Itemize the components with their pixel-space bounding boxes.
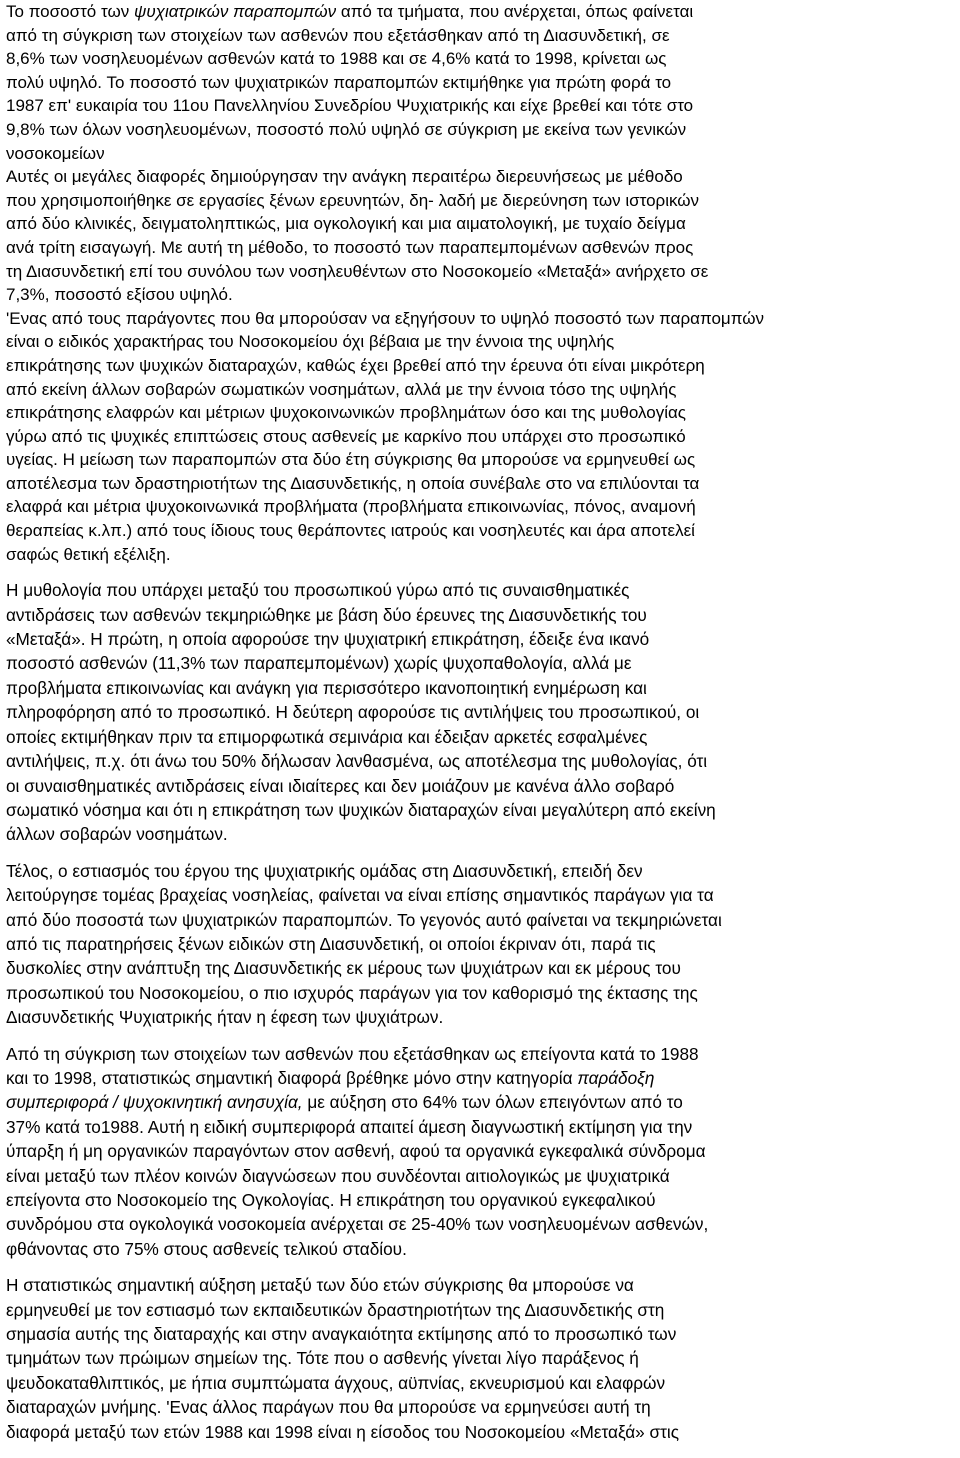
text-segment: φθάνοντας στο 75% στους ασθενείς τελικού σταδίου. bbox=[6, 1238, 407, 1259]
paragraph-referral-rates bbox=[6, 0, 954, 307]
text-segment: Διασυνδετικής Ψυχιατρικής ήταν η έφεση των ψυχιάτρων. bbox=[6, 1007, 444, 1028]
text-segment: προσωπικού του Νοσοκομείου, ο πιο ισχυρός παράγων για τον καθορισμό της έκτασης της bbox=[6, 982, 698, 1003]
text-line bbox=[6, 283, 954, 307]
text-line bbox=[6, 1066, 954, 1090]
text-line bbox=[6, 189, 954, 213]
text-segment: 8,6% των νοσηλευομένων ασθενών κατά το 1988 και σε 4,6% κατά το 1998, κρίνεται ως bbox=[6, 49, 667, 69]
text-segment: ψευδοκαταθλιπτικός, με ήπια συμπτώματα άγχους, αϋπνίας, εκνευρισμού και ελαφρών bbox=[6, 1372, 666, 1393]
text-line bbox=[6, 24, 954, 48]
text-line bbox=[6, 627, 954, 651]
text-line bbox=[6, 378, 954, 402]
text-segment: είναι ο ειδικός χαρακτήρας του Νοσοκομείου όχι βέβαια με την έννοια της υψηλής bbox=[6, 332, 615, 352]
text-line bbox=[6, 472, 954, 496]
paragraph-staff-mythology bbox=[6, 578, 954, 846]
text-line bbox=[6, 1005, 954, 1029]
text-line bbox=[6, 700, 954, 724]
paragraph-statistical-increase bbox=[6, 1273, 954, 1444]
text-segment: Το ποσοστό των bbox=[6, 2, 134, 21]
text-line bbox=[6, 1139, 954, 1163]
text-segment: λειτούργησε τομέας βραχείας νοσηλείας, φαίνεται να είναι επίσης σημαντικός παράγων για τα bbox=[6, 885, 714, 906]
text-segment: άλλων σοβαρών νοσημάτων. bbox=[6, 824, 228, 845]
text-segment: πληροφόρηση από το προσωπικό. Η δεύτερη αφορούσε τις αντιλήψεις του προσωπικού, οι bbox=[6, 702, 700, 723]
text-line bbox=[6, 725, 954, 749]
text-segment: τη Διασυνδετική επί του συνόλου των νοσηλευθέντων στο Νοσοκομείο «Μεταξά» ανήρχετο σε bbox=[6, 261, 709, 281]
text-segment: αντιλήψεις, π.χ. ότι άνω του 50% δήλωσαν λανθασμένα, ως αποτέλεσμα της μυθολογίας, ότι bbox=[6, 751, 708, 772]
text-segment: Η μυθολογία που υπάρχει μεταξύ του προσωπικού γύρω από τις συναισθηματικές bbox=[6, 580, 630, 601]
text-line bbox=[6, 165, 954, 189]
text-line bbox=[6, 956, 954, 980]
text-segment: ελαφρά και μέτρια ψυχοκοινωνικά προβλήματα (προβλήματα επικοινωνίας, πόνος, αναμονή bbox=[6, 497, 696, 517]
text-line bbox=[6, 1346, 954, 1370]
text-segment: 1987 επ' ευκαιρία του 11ου Πανελληνίου Συνεδρίου Ψυχιατρικής και είχε βρεθεί και τότε στο bbox=[6, 96, 694, 116]
text-line bbox=[6, 1237, 954, 1261]
text-segment: από τα τμήματα, που ανέρχεται, όπως φαίνεται bbox=[336, 2, 694, 21]
text-segment: θεραπείας κ.λπ.) από τους ίδιους τους θεράποντες ιατρούς και νοσηλευτές και άρα αποτελεί bbox=[6, 521, 695, 541]
text-line bbox=[6, 495, 954, 519]
text-segment: επείγοντα στο Νοσοκομείο της Ογκολογίας. Η επικράτηση του οργανικού εγκεφαλικού bbox=[6, 1190, 656, 1210]
text-segment: 9,8% των όλων νοσηλευομένων, ποσοστό πολύ υψηλό σε σύγκριση με εκείνα των γενικών bbox=[6, 119, 687, 139]
paragraph-team-focus bbox=[6, 859, 954, 1030]
text-line bbox=[6, 236, 954, 260]
text-line bbox=[6, 1395, 954, 1419]
text-line bbox=[6, 1090, 954, 1114]
text-segment: προβλήματα επικοινωνίας και ανάγκη για περισσότερο ικανοποιητική ενημέρωση και bbox=[6, 677, 647, 698]
text-line bbox=[6, 307, 954, 331]
text-segment: πολύ υψηλό. Το ποσοστό των ψυχιατρικών παραπομπών εκτιμήθηκε για πρώτη φορά το bbox=[6, 72, 672, 92]
text-segment: οι συναισθηματικές αντιδράσεις είναι ιδιαίτερες και δεν μοιάζουν με κανένα άλλο σοβαρό bbox=[6, 775, 675, 796]
text-line bbox=[6, 354, 954, 378]
paragraph-emergency-comparison bbox=[6, 1042, 954, 1262]
text-segment: Από τη σύγκριση των στοιχείων των ασθενών που εξετάσθηκαν ως επείγοντα κατά το 1988 bbox=[6, 1043, 699, 1064]
text-line bbox=[6, 212, 954, 236]
text-line bbox=[6, 448, 954, 472]
text-segment: που χρησιμοποιήθηκε σε εργασίες ξένων ερευνητών, δη- λαδή με διερεύνηση των ιστορικών bbox=[6, 190, 700, 210]
text-line bbox=[6, 651, 954, 675]
text-segment: από τη σύγκριση των στοιχείων των ασθενών που εξετάσθηκαν από τη Διασυνδετική, σε bbox=[6, 25, 670, 45]
text-line bbox=[6, 71, 954, 95]
text-line bbox=[6, 0, 954, 24]
text-line bbox=[6, 798, 954, 822]
text-segment: σωματικό νόσημα και ότι η επικράτηση των ψυχικών διαταραχών είναι μεγαλύτερη από εκείνη bbox=[6, 799, 716, 820]
text-line bbox=[6, 676, 954, 700]
text-segment: 37% κατά το1988. Αυτή η ειδική συμπεριφορά απαιτεί άμεση διαγνωστική εκτίμηση για την bbox=[6, 1116, 693, 1137]
text-line bbox=[6, 774, 954, 798]
text-segment: ύπαρξη ή μη οργανικών παραγόντων στον ασθενή, αφού τα οργανικά εγκεφαλικά σύνδρομα bbox=[6, 1141, 706, 1162]
text-line bbox=[6, 1188, 954, 1212]
text-segment: σαφώς θετική εξέλιξη. bbox=[6, 544, 171, 564]
paragraph-hospital-character bbox=[6, 307, 954, 567]
text-segment: νοσοκομείων bbox=[6, 143, 105, 163]
text-segment: τμημάτων των πρώιμων σημείων της. Τότε που ο ασθενής γίνεται λίγο παράξενος ή bbox=[6, 1348, 639, 1369]
text-line bbox=[6, 47, 954, 71]
text-line bbox=[6, 908, 954, 932]
text-line bbox=[6, 859, 954, 883]
text-segment: από δύο κλινικές, δειγματοληπτικώς, μια ογκολογική και μια αιματολογική, με τυχαίο δείγμα bbox=[6, 214, 686, 234]
text-segment: υγείας. Η μείωση των παραπομπών στα δύο έτη σύγκρισης θα μπορούσε να ερμηνευθεί ως bbox=[6, 450, 696, 470]
text-line bbox=[6, 1115, 954, 1139]
text-segment: με αύξηση στο 64% των όλων επειγόντων από το bbox=[302, 1092, 683, 1113]
text-segment: «Μεταξά». Η πρώτη, η οποία αφορούσε την ψυχιατρική επικράτηση, έδειξε ένα ικανό bbox=[6, 629, 650, 650]
text-segment: συνδρόμου στα ογκολογικά νοσοκομεία ανέρχεται σε 25-40% των νοσηλευομένων ασθενών, bbox=[6, 1214, 709, 1235]
text-segment: οποίες εκτιμήθηκαν πριν τα επιμορφωτικά σεμινάρια και έδειξαν αρκετές εσφαλμένες bbox=[6, 726, 648, 747]
text-segment: 7,3%, ποσοστό εξίσου υψηλό. bbox=[6, 285, 233, 305]
text-segment: διαταραχών μνήμης. 'Ενας άλλος παράγων που θα μπορούσε να ερμηνεύσει αυτή τη bbox=[6, 1397, 651, 1418]
text-line bbox=[6, 578, 954, 602]
text-segment: γύρω από τις ψυχικές επιπτώσεις στους ασθενείς με καρκίνο που υπάρχει στο προσωπικό bbox=[6, 426, 686, 446]
text-line bbox=[6, 543, 954, 567]
text-segment: Η στατιστικώς σημαντική αύξηση μεταξύ των δύο ετών σύγκρισης θα μπορούσε να bbox=[6, 1275, 634, 1296]
text-segment: διαφορά μεταξύ των ετών 1988 και 1998 είναι η είσοδος του Νοσοκομείου «Μεταξά» στις bbox=[6, 1421, 679, 1442]
text-segment: από τις παρατηρήσεις ξένων ειδικών στη Διασυνδετική, οι οποίοι έκριναν ότι, παρά τις bbox=[6, 933, 656, 954]
text-line bbox=[6, 260, 954, 284]
italic-segment: παράδοξη bbox=[577, 1067, 655, 1088]
italic-segment: ψυχιατρικών παραπομπών bbox=[133, 2, 337, 21]
italic-segment: συμπεριφορά / ψυχοκινητική ανησυχία, bbox=[6, 1092, 303, 1113]
text-line bbox=[6, 749, 954, 773]
text-line bbox=[6, 1042, 954, 1066]
text-line bbox=[6, 401, 954, 425]
text-line bbox=[6, 822, 954, 846]
text-segment: 'Ενας από τους παράγοντες που θα μπορούσαν να εξηγήσουν το υψηλό ποσοστό των παραπομπών bbox=[6, 308, 764, 328]
text-segment: ερμηνευθεί με τον εστιασμό των εκπαιδευτικών δραστηριοτήτων της Διασυνδετικής στη bbox=[6, 1299, 665, 1320]
text-line bbox=[6, 94, 954, 118]
text-line bbox=[6, 425, 954, 449]
text-segment: αποτέλεσμα των δραστηριοτήτων της Διασυνδετικής, η οποία συνέβαλε στο να επιλύονται τα bbox=[6, 473, 700, 493]
text-line bbox=[6, 932, 954, 956]
text-segment: αντιδράσεις των ασθενών τεκμηριώθηκε με βάση δύο έρευνες της Διασυνδετικής του bbox=[6, 604, 647, 625]
text-segment: Τέλος, ο εστιασμός του έργου της ψυχιατρικής ομάδας στη Διασυνδετική, επειδή δεν bbox=[6, 860, 643, 881]
text-segment: επικράτησης ελαφρών και μέτριων ψυχοκοινωνικών προβλημάτων όσο και της μυθολογίας bbox=[6, 403, 686, 423]
text-segment: επικράτησης των ψυχικών διαταραχών, καθώς έχει βρεθεί από την έρευνα ότι είναι μικρότερη bbox=[6, 355, 705, 375]
text-line bbox=[6, 1420, 954, 1444]
text-segment: Αυτές οι μεγάλες διαφορές δημιούργησαν την ανάγκη περαιτέρω διερευνήσεως με μέθοδο bbox=[6, 167, 683, 187]
text-line bbox=[6, 1164, 954, 1188]
text-line bbox=[6, 603, 954, 627]
text-segment: δυσκολίες στην ανάπτυξη της Διασυνδετικής εκ μέρους των ψυχιάτρων και εκ μέρους του bbox=[6, 958, 681, 979]
text-segment: είναι μεταξύ των πλέον κοινών διαγνώσεων που συνδέονται αιτιολογικώς με ψυχιατρικά bbox=[6, 1165, 670, 1186]
text-line bbox=[6, 1322, 954, 1346]
text-line bbox=[6, 118, 954, 142]
text-line bbox=[6, 330, 954, 354]
text-line bbox=[6, 1273, 954, 1297]
text-line bbox=[6, 1298, 954, 1322]
text-line bbox=[6, 883, 954, 907]
text-segment: σημασία αυτής της διαταραχής και στην αναγκαιότητα εκτίμησης από το προσωπικό των bbox=[6, 1324, 677, 1345]
text-segment: και το 1998, στατιστικώς σημαντική διαφορά βρέθηκε μόνο στην κατηγορία bbox=[6, 1067, 578, 1088]
text-line bbox=[6, 1212, 954, 1236]
text-line bbox=[6, 519, 954, 543]
text-segment: ανά τρίτη εισαγωγή. Με αυτή τη μέθοδο, το ποσοστό των παραπεμπομένων ασθενών προς bbox=[6, 237, 694, 257]
text-segment: από δύο ποσοστά των ψυχιατρικών παραπομπών. Το γεγονός αυτό φαίνεται να τεκμηριώνεται bbox=[6, 909, 722, 930]
text-line bbox=[6, 981, 954, 1005]
text-segment: ποσοστό ασθενών (11,3% των παραπεμπομένων) χωρίς ψυχοπαθολογία, αλλά με bbox=[6, 653, 632, 674]
text-line bbox=[6, 142, 954, 166]
text-line bbox=[6, 1371, 954, 1395]
text-segment: από εκείνη άλλων σοβαρών σωματικών νοσημάτων, αλλά με την έννοια τόσο της υψηλής bbox=[6, 379, 677, 399]
